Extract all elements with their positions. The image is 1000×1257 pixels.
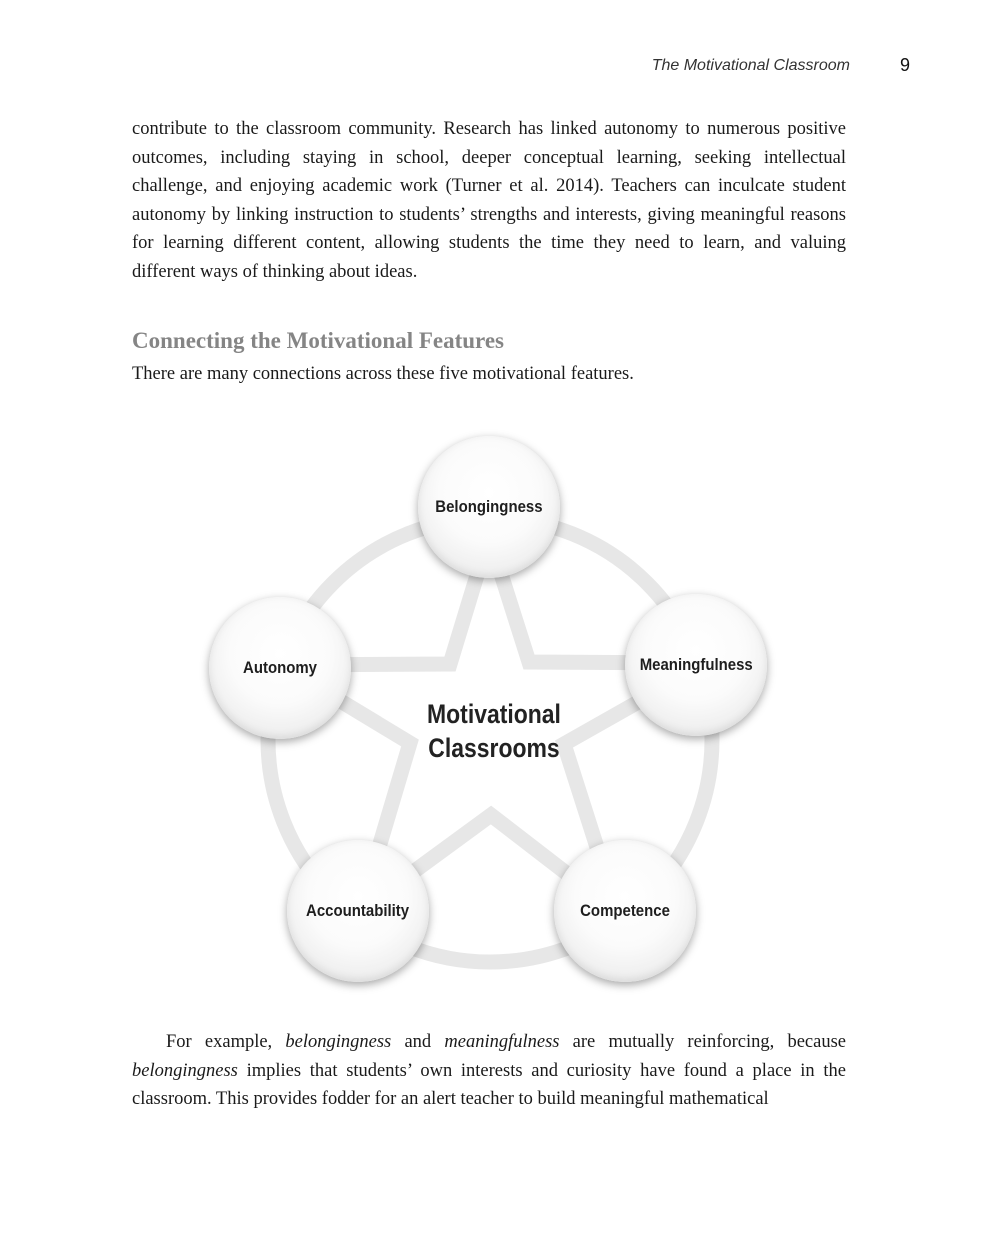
para2-text-1: For example,: [166, 1032, 286, 1052]
node-label-competence: Competence: [580, 901, 670, 920]
center-title: [394, 697, 594, 765]
section-heading: Connecting the Motivational Features: [132, 328, 505, 353]
node-label-belongingness: Belongingness: [435, 497, 543, 516]
para2-emphasis-2: meaningfulness: [444, 1032, 560, 1052]
para2-text-3: are mutually reinforcing, because: [559, 1032, 846, 1052]
section-intro: There are many connections across these five motivational features.: [132, 364, 634, 384]
center-title-line2: Classrooms: [428, 733, 560, 763]
para2-emphasis-3: belongingness: [132, 1060, 238, 1081]
paragraph-autonomy: contribute to the classroom community. Research has linked autonomy to numerous positive outcomes, including staying in school, deeper conceptual learning, seeking intellectual challenge, and enjoying academic work (Turner et al. 2014). Teachers can inculcate student autonomy by linking instruction to students’ strengths and interests, giving meaningful reasons for learning different content, allowing students the time they need to learn, and valuing different ways of thinking about ideas.: [132, 119, 846, 282]
node-meaningfulness: [625, 594, 767, 736]
running-head: The Motivational Classroom: [651, 57, 850, 74]
para2-emphasis-1: belongingness: [285, 1032, 392, 1052]
para2-text-2: and: [391, 1032, 445, 1052]
para2-text-4: implies that students’ own interests and curiosity have found a place in the classroom. This provides fodder for an alert teacher to build meaningful mathematical: [132, 1060, 846, 1110]
node-label-meaningfulness: Meaningfulness: [639, 655, 753, 674]
center-title-line1: Motivational: [427, 699, 561, 729]
node-label-autonomy: Autonomy: [243, 658, 317, 677]
node-accountability: [287, 840, 429, 982]
page-number: 9: [899, 55, 910, 75]
node-label-accountability: Accountability: [306, 901, 410, 920]
node-competence: [554, 840, 696, 982]
node-autonomy: [209, 597, 351, 739]
node-belongingness: [418, 436, 560, 578]
connector-star: [281, 536, 707, 913]
paragraph-example: [132, 1028, 846, 1114]
connector-ring: [268, 518, 712, 962]
